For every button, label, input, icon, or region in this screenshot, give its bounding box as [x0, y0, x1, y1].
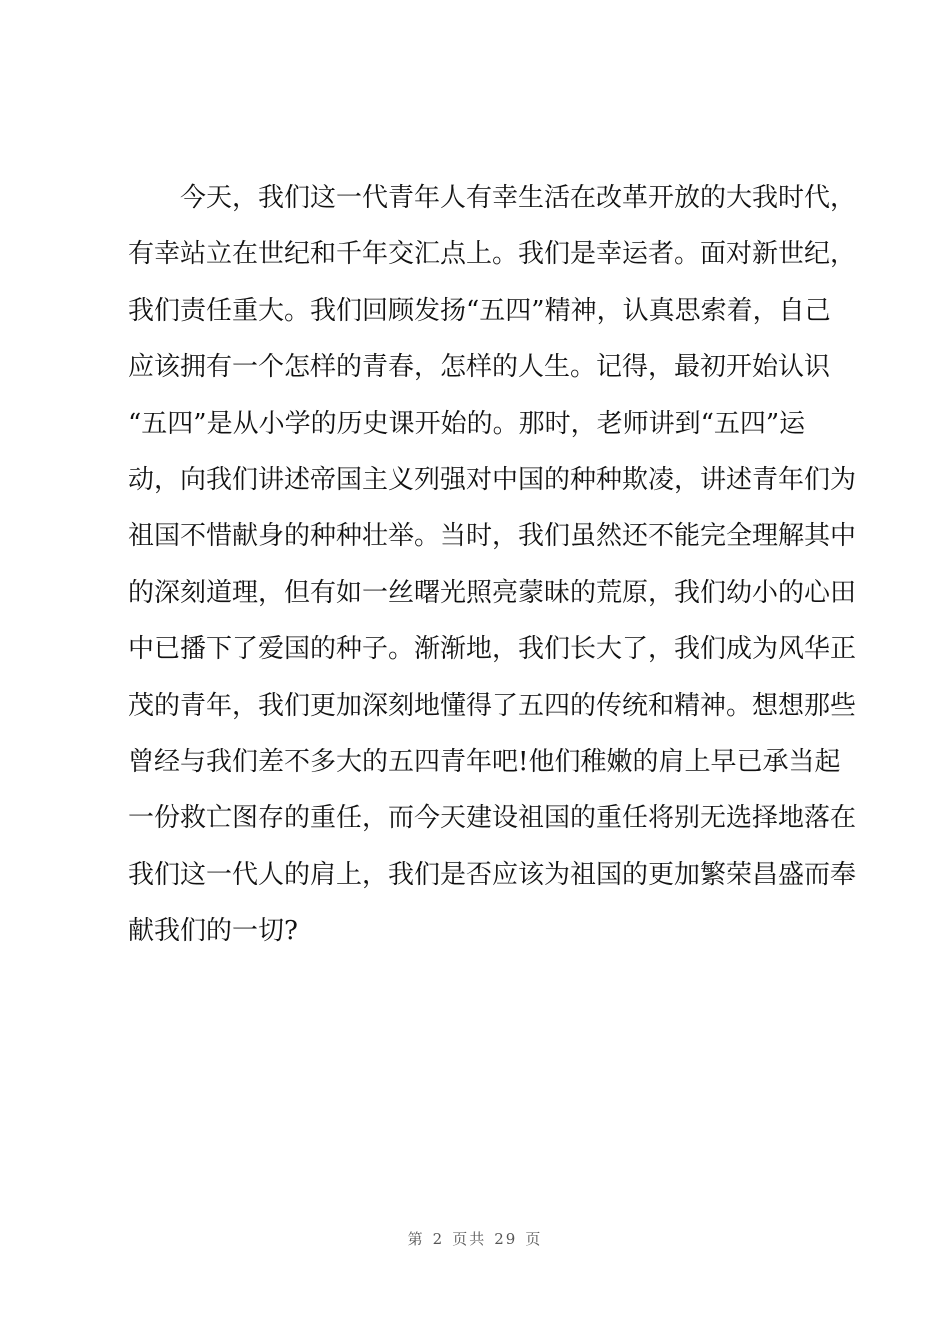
paragraph-line-14: 献我们的一切?	[128, 916, 298, 947]
footer-current-page: 2	[432, 1230, 445, 1248]
paragraph-line-8: 的深刻道理，但有如一丝曙光照亮蒙昧的荒原，我们幼小的心田	[128, 577, 857, 608]
paragraph-line-7: 祖国不惜献身的种种壮举。当时，我们虽然还不能完全理解其中	[128, 521, 857, 552]
paragraph-line-6: 动，向我们讲述帝国主义列强对中国的种种欺凌，讲述青年们为	[128, 464, 857, 495]
paragraph-line-11: 曾经与我们差不多大的五四青年吧!他们稚嫩的肩上早已承当起	[128, 746, 841, 777]
paragraph-line-13: 我们这一代人的肩上，我们是否应该为祖国的更加繁荣昌盛而奉	[128, 859, 857, 890]
paragraph-line-10: 茂的青年，我们更加深刻地懂得了五四的传统和精神。想想那些	[128, 690, 857, 721]
paragraph-line-1: 今天，我们这一代青年人有幸生活在改革开放的大我时代，	[180, 183, 857, 213]
paragraph-line-5: “五四”是从小学的历史课开始的。那时，老师讲到“五四”运	[128, 408, 806, 439]
footer-total-pages: 29	[494, 1230, 518, 1248]
paragraph-line-9: 中已播下了爱国的种子。渐渐地，我们长大了，我们成为风华正	[128, 634, 857, 665]
paragraph-line-12: 一份救亡图存的重任，而今天建设祖国的重任将别无选择地落在	[128, 803, 857, 834]
page-number-footer	[0, 1228, 950, 1249]
paragraph-line-3: 我们责任重大。我们回顾发扬“五四”精神，认真思索着，自己	[128, 295, 831, 326]
paragraph-line-2: 有幸站立在世纪和千年交汇点上。我们是幸运者。面对新世纪，	[128, 239, 857, 270]
body-paragraph	[128, 170, 857, 959]
footer-middle: 页共	[452, 1230, 487, 1248]
footer-suffix: 页	[525, 1230, 543, 1248]
footer-prefix: 第	[407, 1230, 425, 1248]
paragraph-line-4: 应该拥有一个怎样的青春，怎样的人生。记得，最初开始认识	[128, 352, 831, 383]
